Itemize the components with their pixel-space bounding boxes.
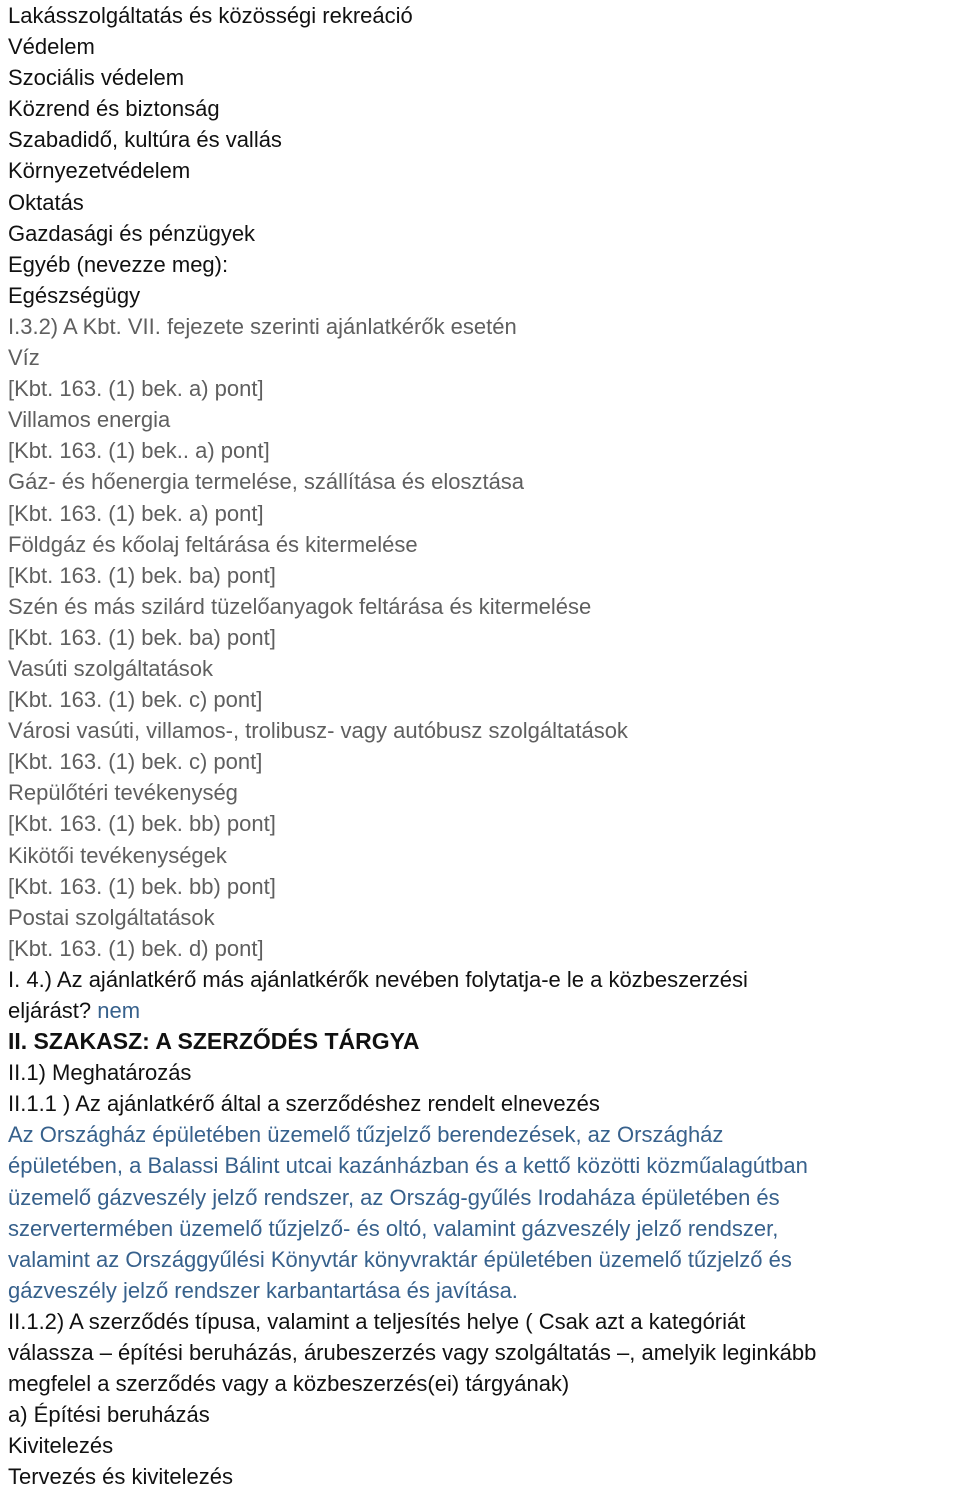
contract-name-line: épületében, a Balassi Bálint utcai kazánházban és a kettő közötti közműalagútban xyxy=(8,1153,808,1179)
activity-label: Szén és más szilárd tüzelőanyagok feltárása és kitermelése xyxy=(8,593,592,619)
kbt-reference: [Kbt. 163. (1) bek. a) pont] xyxy=(8,500,264,526)
activity-label: Postai szolgáltatások xyxy=(8,904,215,930)
section-ii12-line: II.1.2) A szerződés típusa, valamint a teljesítés helye ( Csak azt a kategóriát xyxy=(8,1308,746,1334)
question-i4-answer: nem xyxy=(97,998,141,1023)
category-item: Szabadidő, kultúra és vallás xyxy=(8,127,282,153)
contract-name-line: Az Országház épületében üzemelő tűzjelző berendezések, az Országház xyxy=(8,1122,724,1148)
activity-label: Kikötői tevékenységek xyxy=(8,842,227,868)
category-item: Egészségügy xyxy=(8,282,141,308)
activity-label: Villamos energia xyxy=(8,407,171,433)
option-kivitelezes: Kivitelezés xyxy=(8,1433,114,1459)
section-ii1-heading: II.1) Meghatározás xyxy=(8,1060,192,1086)
kbt-reference: [Kbt. 163. (1) bek. ba) pont] xyxy=(8,562,276,588)
option-a-construction: a) Építési beruházás xyxy=(8,1402,210,1428)
section-ii11-heading: II.1.1 ) Az ajánlatkérő által a szerződéshez rendelt elnevezés xyxy=(8,1091,600,1117)
kbt-reference: [Kbt. 163. (1) bek. bb) pont] xyxy=(8,811,276,837)
category-item: Oktatás xyxy=(8,189,84,215)
section-ii12-line: megfelel a szerződés vagy a közbeszerzés(ei) tárgyának) xyxy=(8,1371,570,1397)
category-item: Lakásszolgáltatás és közösségi rekreáció xyxy=(8,3,413,28)
category-item: Szociális védelem xyxy=(8,65,185,91)
kbt-reference: [Kbt. 163. (1) bek. d) pont] xyxy=(8,935,264,961)
contract-name-line: valamint az Országgyűlési Könyvtár könyvraktár épületében üzemelő tűzjelző és xyxy=(8,1246,792,1272)
kbt-reference: [Kbt. 163. (1) bek. c) pont] xyxy=(8,749,263,775)
activity-label: Városi vasúti, villamos-, trolibusz- vagy autóbusz szolgáltatások xyxy=(8,718,628,744)
section-ii12-line: válassza – építési beruházás, árubeszerzés vagy szolgáltatás –, amelyik leginkább xyxy=(8,1340,817,1366)
category-item: Egyéb (nevezze meg): xyxy=(8,251,229,277)
question-i4-line2 xyxy=(8,995,960,1026)
option-tervezes-kivitelezes: Tervezés és kivitelezés xyxy=(8,1464,233,1490)
category-item: Közrend és biztonság xyxy=(8,96,220,122)
activity-label: Vasúti szolgáltatások xyxy=(8,655,214,681)
contract-name-line: szervertermében üzemelő tűzjelző- és oltó, valamint gázveszély jelző rendszer, xyxy=(8,1215,779,1241)
kbt-reference: [Kbt. 163. (1) bek. ba) pont] xyxy=(8,624,276,650)
contract-name-line: üzemelő gázveszély jelző rendszer, az Ország-gyűlés Irodaháza épületében és xyxy=(8,1184,780,1210)
activity-label: Gáz- és hőenergia termelése, szállítása és elosztása xyxy=(8,469,525,495)
category-item: Környezetvédelem xyxy=(8,158,191,184)
kbt-reference: [Kbt. 163. (1) bek. a) pont] xyxy=(8,376,264,402)
kbt-reference: [Kbt. 163. (1) bek. c) pont] xyxy=(8,687,263,713)
activity-label: Repülőtéri tevékenység xyxy=(8,780,238,806)
section-ii-title: II. SZAKASZ: A SZERZŐDÉS TÁRGYA xyxy=(8,1028,420,1055)
question-i4-text: eljárást? xyxy=(8,998,98,1023)
activity-label: Víz xyxy=(8,345,40,371)
section-i32-heading: I.3.2) A Kbt. VII. fejezete szerinti ajánlatkérők esetén xyxy=(8,313,517,339)
kbt-reference: [Kbt. 163. (1) bek.. a) pont] xyxy=(8,438,270,464)
category-item: Védelem xyxy=(8,34,95,60)
kbt-reference: [Kbt. 163. (1) bek. bb) pont] xyxy=(8,873,276,899)
category-item: Gazdasági és pénzügyek xyxy=(8,220,256,246)
question-i4-line1: I. 4.) Az ajánlatkérő más ajánlatkérők nevében folytatja-e le a közbeszerzési xyxy=(8,966,748,992)
contract-name-line: gázveszély jelző rendszer karbantartása és javítása. xyxy=(8,1277,518,1303)
activity-label: Földgáz és kőolaj feltárása és kitermelése xyxy=(8,531,418,557)
